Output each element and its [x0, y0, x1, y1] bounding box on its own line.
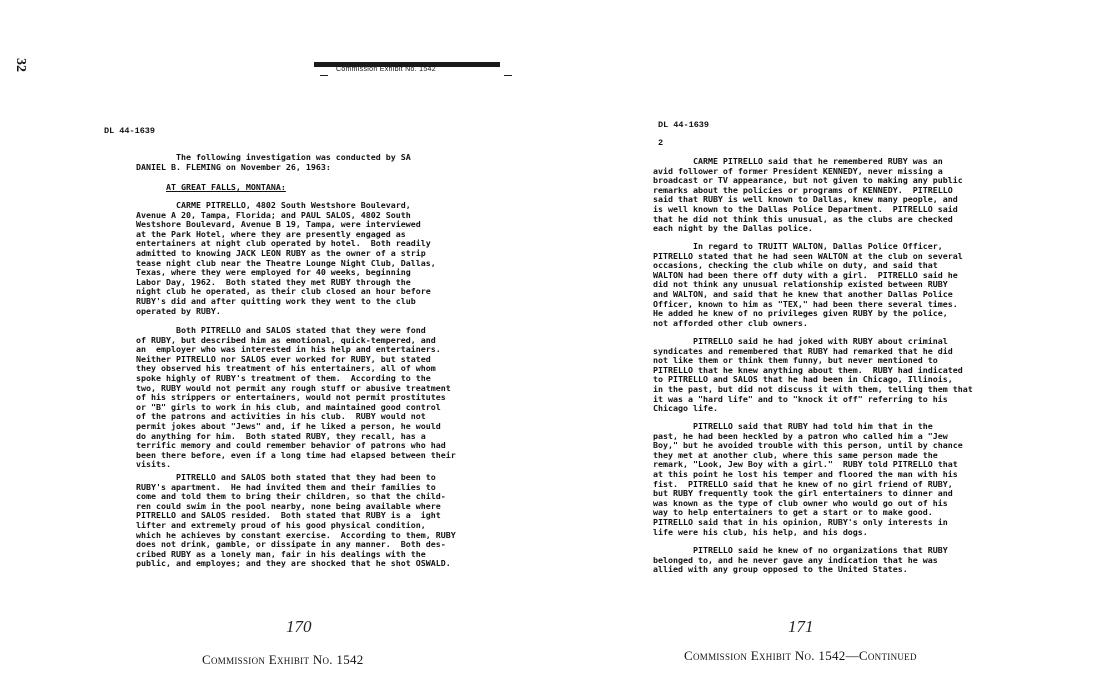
left-intro-paragraph: The following investigation was conducted by SA DANIEL B. FLEMING on November 26, 1963:	[136, 152, 411, 172]
left-paragraph-1: CARME PITRELLO, 4802 South Westshore Boulevard, Avenue A 20, Tampa, Florida; and PAUL SALOS, 4802 South Westshore Boulevard, Avenue B 19, Tampa, were interviewed at the Park Hotel, where they are presently engaged as entertainers at night club operated by hotel. Both readily admitted to knowing JACK LEON RUBY as the owner of a strip tease night club near the Theatre Lounge Night Club, Dallas, Texas, where they were employed for 40 weeks, beginning Labor Day, 1962. Both stated they met RUBY through the night club he operated, as their club closed an hour before RUBY's did and after quitting work they went to the club operated by RUBY.	[136, 200, 436, 316]
header-exhibit-label: Commission Exhibit No. 1542	[336, 66, 436, 73]
left-paragraph-2: Both PITRELLO and SALOS stated that they were fond of RUBY, but described him as emotional, quick-tempered, and an employer who was interested in his help and entertainers. Neither PITRELLO nor SALOS ever worked for RUBY, but stated they observed his treatment of his entertainers, all of whom spoke highly of RUBY's treatment of them. According to the two, RUBY would not permit any rough stuff or abusive treatment of his strippers or entertainers, would not permit prostitutes or "B" girls to work in his club, and maintained good control of the patrons and activities in his club. RUBY would not permit jokes about "Jews" and, if he liked a person, he would do anything for him. Both stated RUBY, they recall, has a terrific memory and could remember behavior of patrons who had been there before, even if a long time had elapsed between their visits.	[136, 325, 456, 470]
right-file-number: DL 44-1639	[658, 120, 710, 130]
right-paragraph-3: PITRELLO said he had joked with RUBY about criminal syndicates and remembered that RUBY had remarked that he did not like them or think them funny, but never mentioned to PITRELLO that he knew anything about them. RUBY had indicated to PITRELLO and SALOS that he had been in Chicago, Illinois, in the past, but did not discuss it with them, telling them that it was a "hard life" and to "knock it off" referring to his Chicago life.	[653, 336, 973, 414]
right-paragraph-1: CARME PITRELLO said that he remembered RUBY was an avid follower of former President KENNEDY, never missing a broadcast or TV appearance, but not given to making any public remarks about the policies or programs of KENNEDY. PITRELLO said that RUBY is well known to Dallas, knew many people, and is well known to the Dallas Police Department. PITRELLO said that he did not think this unusual, as the clubs are checked each night by the Dallas police.	[653, 156, 963, 234]
right-paragraph-2: In regard to TRUITT WALTON, Dallas Police Officer, PITRELLO stated that he had seen WALTON at the club on several occasions, checking the club while on duty, and said that WALTON had been there off duty with a girl. PITRELLO said he did not think any unusual relationship existed between RUBY and WALTON, and said that he knew that another Dallas Police Officer, known to him as "TEX," had been there several times. He added he knew of no privileges given RUBY by the police, not afforded other club owners.	[653, 241, 963, 328]
left-file-number: DL 44-1639	[104, 126, 156, 136]
margin-page-number: 32	[13, 58, 28, 72]
left-exhibit-caption: Commission Exhibit No. 1542	[202, 652, 364, 667]
left-handwritten-page-number: 170	[286, 617, 312, 636]
right-page-number: 2	[658, 138, 664, 148]
right-exhibit-caption: Commission Exhibit No. 1542—Continued	[684, 648, 917, 663]
right-paragraph-5: PITRELLO said he knew of no organizations that RUBY belonged to, and he never gave any indication that he was allied with any group opposed to the United States.	[653, 545, 948, 575]
left-paragraph-3: PITRELLO and SALOS both stated that they had been to RUBY's apartment. He had invited them and their families to come and told them to bring their children, so that the child- ren could swim in the pool nearby, none being available where PITRELLO and SALOS resided. Both stated that RUBY is a ight lifter and extremely proud of his good physical condition, which he achieves by constant exercise. According to them, RUBY does not drink, gamble, or dissipate in any manner. Both des- cribed RUBY as a lonely man, fair in his dealings with the public, and employes; and they are shocked that he shot OSWALD.	[136, 472, 456, 569]
header-rule-right	[504, 75, 512, 76]
right-handwritten-page-number: 171	[788, 617, 814, 636]
right-paragraph-4: PITRELLO said that RUBY had told him that in the past, he had been heckled by a patron who called him a "Jew Boy," but he avoided trouble with this person, until by chance they met at another club, where this same person made the remark, "Look, Jew Boy with a girl." RUBY told PITRELLO that at this point he lost his temper and floored the man with his fist. PITRELLO said that he knew of no girl friend of RUBY, but RUBY frequently took the girl entertainers to dinner and was known as the type of club owner who would go out of his way to help entertainers to get a start or to make good. PITRELLO said that in his opinion, RUBY's only interests in life were his club, his help, and his dogs.	[653, 421, 963, 537]
header-rule-left	[320, 75, 328, 76]
left-location-heading: AT GREAT FALLS, MONTANA:	[166, 182, 286, 192]
